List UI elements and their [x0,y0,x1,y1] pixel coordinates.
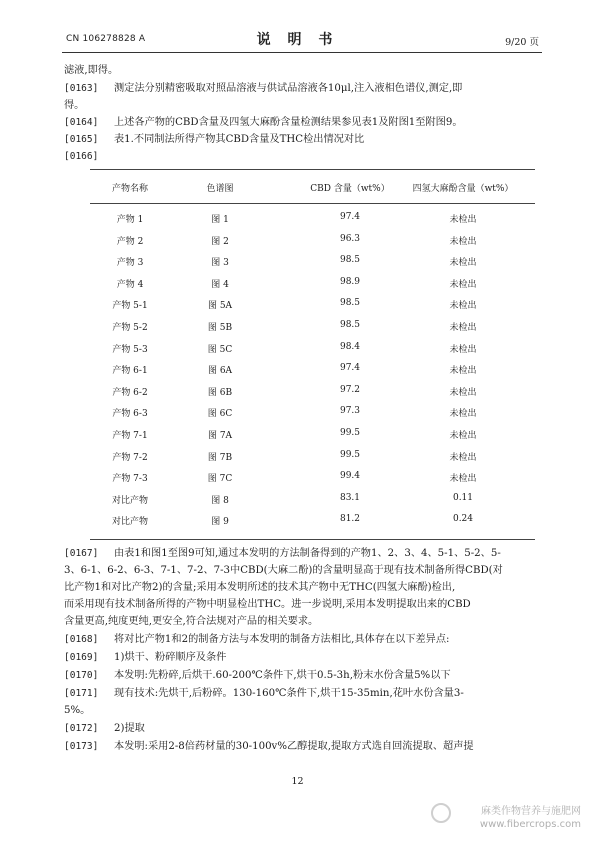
product-name-cell: 产物 6-2 [112,387,148,398]
thc-content-cell: 0.24 [452,514,474,525]
product-name-cell: 产物 3 [116,258,144,269]
chromatogram-cell: 图 5C [207,344,233,355]
watermark-logo-icon [431,803,451,823]
thc-content-cell: 未检出 [449,236,477,247]
thc-content-cell: 未检出 [449,387,477,398]
thc-content-cell: 未检出 [449,409,477,420]
paragraph-tag: [0171] [64,688,99,699]
continuation-text: 滤液,即得。 [64,65,119,76]
paragraph-text: 本发明:先粉碎,后烘干.60-200℃条件下,烘干0.5-3h,粉末水份含量5%以下 [114,670,451,681]
thc-content-cell: 未检出 [449,279,477,290]
thc-content-cell: 未检出 [449,301,477,312]
chromatogram-cell: 图 6B [207,387,233,398]
paragraph-tag: [0170] [64,670,99,681]
paragraph-text: 1)烘干、粉碎顺序及条件 [114,652,227,663]
chromatogram-cell: 图 5A [207,301,233,312]
cbd-content-cell: 98.5 [339,298,361,309]
product-name-cell: 产物 5-3 [112,344,148,355]
paragraph-tag: [0173] [64,741,99,752]
thc-content-cell: 0.11 [452,492,474,503]
page-number: 12 [291,776,304,787]
paragraph-text: 本发明:采用2-8倍药材量的30-100v%乙醇提取,提取方式选自回流提取、超声提 [114,741,474,752]
chromatogram-cell: 图 7C [207,474,233,485]
watermark-site-name: 麻类作物营养与施肥网 [481,806,581,817]
chromatogram-cell: 图 5B [207,323,233,333]
paragraph-text: 含量更高,纯度更纯,更安全,符合法规对产品的相关要求。 [64,616,319,627]
watermark [480,805,581,831]
paragraph-tag: [0167] [64,548,99,559]
cbd-content-cell: 83.1 [339,492,361,503]
chromatogram-cell: 图 6A [207,366,233,377]
product-name-cell: 对比产物 [111,495,148,506]
chromatogram-cell: 图 2 [211,236,229,247]
paragraph-text: 5%。 [64,705,91,716]
thc-content-cell: 未检出 [449,323,477,333]
paragraph-tag: [0172] [64,723,99,734]
cbd-content-cell: 97.4 [339,212,361,222]
product-name-cell: 产物 7-2 [112,452,148,463]
paragraph-text: 现有技术:先烘干,后粉碎。130-160℃条件下,烘干15-35min,花叶水份含量3- [114,688,464,699]
cbd-content-cell: 98.5 [339,320,361,330]
document-title: 说 明 书 [256,32,339,48]
cbd-content-cell: 81.2 [339,514,361,525]
chromatogram-cell: 图 8 [211,495,229,506]
table-header-cell: CBD 含量（wt%） [310,184,390,194]
cbd-content-cell: 98.4 [339,341,361,352]
watermark-url: www.fibercrops.com [479,819,581,830]
chromatogram-cell: 图 3 [211,258,229,269]
product-name-cell: 产物 2 [116,236,144,247]
paragraph-tag: [0169] [64,652,99,663]
thc-content-cell: 未检出 [449,431,477,441]
product-name-cell: 产物 5-1 [112,301,148,312]
paragraph-tag: [0166] [64,151,99,162]
paragraph-text: 3、6-1、6-2、6-3、7-1、7-2、7-3中CBD(大麻二酚)的含量明显高于现有技术制备所得CBD(对 [64,565,503,576]
cbd-content-cell: 97.3 [339,406,361,417]
thc-content-cell: 未检出 [449,366,477,377]
table-caption: 表1.不同制法所得产物其CBD含量及THC检出情况对比 [114,134,365,145]
table-top-rule [90,169,535,170]
product-name-cell: 产物 5-2 [112,323,148,333]
thc-content-cell: 未检出 [449,474,477,485]
cbd-content-cell: 96.3 [339,233,361,244]
cbd-content-cell: 97.4 [339,363,361,374]
table-header-cell: 产物名称 [111,184,148,194]
table-bottom-rule [90,539,535,540]
cbd-content-cell: 99.5 [339,449,361,460]
chromatogram-cell: 图 9 [211,517,229,528]
product-name-cell: 产物 4 [116,279,144,290]
chromatogram-cell: 图 1 [211,215,229,225]
chromatogram-cell: 图 4 [211,279,229,290]
thc-content-cell: 未检出 [449,344,477,355]
cbd-content-cell: 99.4 [339,471,361,482]
cbd-content-cell: 99.5 [339,428,361,438]
product-name-cell: 产物 6-3 [112,409,148,420]
page-indicator: 9/20 页 [505,37,539,48]
thc-content-cell: 未检出 [449,258,477,269]
cbd-content-cell: 97.2 [339,384,361,395]
thc-content-cell: 未检出 [449,215,477,225]
cbd-content-cell: 98.5 [339,255,361,266]
paragraph-text: 上述各产物的CBD含量及四氢大麻酚含量检测结果参见表1及附图1至附图9。 [114,117,463,128]
chromatogram-cell: 图 6C [207,409,233,420]
table-header-cell: 四氢大麻酚含量（wt%） [412,184,514,194]
header-rule [62,52,542,53]
paragraph-text: 2)提取 [114,723,145,734]
table-header-cell: 色谱图 [206,184,234,194]
paragraph-tag: [0168] [64,634,99,645]
product-name-cell: 产物 1 [116,215,144,225]
cbd-content-cell: 98.9 [339,276,361,287]
paragraph-tag: [0163] [64,83,99,94]
paragraph-text: 测定法分别精密吸取对照品溶液与供试品溶液各10μl,注入液相色谱仪,测定,即 [114,83,463,94]
product-name-cell: 产物 7-1 [112,431,148,441]
product-name-cell: 产物 7-3 [112,474,148,485]
paragraph-text: 得。 [64,100,85,111]
paragraph-text: 而采用现有技术制备所得的产物中明显检出THC。进一步说明,采用本发明提取出来的CBD [64,599,471,610]
paragraph-text: 由表1和图1至图9可知,通过本发明的方法制备得到的产物1、2、3、4、5-1、5-2、5- [114,548,501,559]
product-name-cell: 对比产物 [111,517,148,528]
patent-number: CN 106278828 A [66,34,146,44]
product-name-cell: 产物 6-1 [112,366,148,377]
thc-content-cell: 未检出 [449,452,477,463]
paragraph-tag: [0165] [64,134,99,145]
table-header-rule [90,203,535,204]
paragraph-text: 将对比产物1和2的制备方法与本发明的制备方法相比,具体存在以下差异点: [114,634,450,645]
paragraph-tag: [0164] [64,117,99,128]
paragraph-text: 比产物1和对比产物2)的含量;采用本发明所述的技术其产物中无THC(四氢大麻酚)检出, [64,582,456,593]
chromatogram-cell: 图 7B [207,452,233,463]
chromatogram-cell: 图 7A [207,431,233,441]
